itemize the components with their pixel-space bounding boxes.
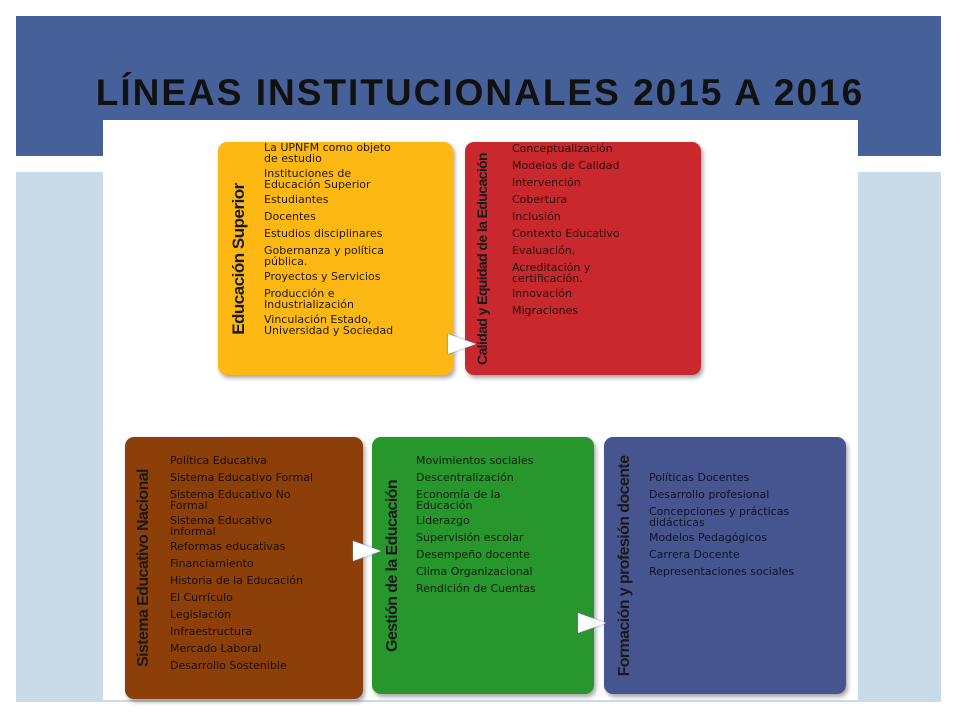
line-item: Sistema Educativo No Formal [170, 488, 291, 512]
line-item: Movimientos sociales [416, 454, 534, 467]
line-item: Estudios disciplinares [264, 227, 383, 240]
line-item: Estudiantes [264, 193, 329, 206]
line-items [649, 472, 841, 583]
line-item: Conceptualización [512, 142, 613, 155]
line-item: Sistema Educativo Informal [170, 514, 273, 538]
line-item: Mercado Laboral [170, 642, 262, 655]
line-item: Liderazgo [416, 514, 470, 527]
line-item: Carrera Docente [649, 548, 740, 561]
line-item: Reformas educativas [170, 540, 286, 553]
line-item: Infraestructura [170, 625, 253, 638]
line-item: Historia de la Educación [170, 574, 303, 587]
line-box-educacion-superior [218, 142, 453, 375]
connector-arrow [578, 613, 606, 633]
line-item: Representaciones sociales [649, 565, 795, 578]
connector-arrow [353, 541, 381, 561]
line-item: La UPNFM como objeto de estudio [264, 141, 391, 165]
line-item: Desarrollo profesional [649, 488, 770, 501]
line-item: Contexto Educativo [512, 227, 620, 240]
line-item: Evaluación, [512, 244, 576, 257]
line-item: Modelos Pedagógicos [649, 531, 767, 544]
line-item: Sistema Educativo Formal [170, 471, 314, 484]
line-item: Supervisión escolar [416, 531, 524, 544]
line-heading: Formación y profesión docente [616, 455, 633, 676]
line-item: Migraciones [512, 304, 579, 317]
line-item: Política Educativa [170, 454, 268, 467]
line-heading: Sistema Educativo Nacional [135, 469, 152, 667]
line-box-gestion [372, 437, 594, 694]
line-item: Instituciones de Educación Superior [264, 167, 371, 191]
line-item: Economía de la Educación [416, 488, 501, 512]
line-heading: Gestión de la Educación [384, 479, 401, 652]
line-heading: Calidad y Equidad de la Educación [474, 152, 490, 365]
line-items [416, 455, 591, 600]
line-box-calidad-equidad [465, 142, 701, 375]
line-item: Políticas Docentes [649, 471, 750, 484]
line-item: Legislación [170, 608, 232, 621]
line-item: Descentralización [416, 471, 514, 484]
line-item: Concepciones y prácticas didácticas [649, 505, 790, 529]
line-item: Clima Organizacional [416, 565, 533, 578]
connector-arrow [448, 334, 476, 354]
line-item: Producción e Industrialización [264, 287, 354, 311]
line-item: Inclusión [512, 210, 561, 223]
line-item: Modelos de Calidad [512, 159, 620, 172]
line-item: Docentes [264, 210, 316, 223]
line-items [170, 455, 360, 677]
slide-title: LÍNEAS INSTITUCIONALES 2015 A 2016 [95, 72, 865, 113]
line-item: Intervención [512, 176, 581, 189]
line-box-sistema-educativo [125, 437, 363, 699]
line-item: Gobernanza y política pública. [264, 244, 385, 268]
line-item: Cobertura [512, 193, 568, 206]
line-box-formacion [604, 437, 846, 694]
line-item: Vinculación Estado, Universidad y Sociedad [264, 313, 394, 337]
line-item: Rendición de Cuentas [416, 582, 536, 595]
diagram-canvas [103, 120, 858, 700]
line-items [264, 142, 450, 340]
line-heading: Educación Superior [229, 182, 248, 335]
line-item: Innovación [512, 287, 572, 300]
line-item: Proyectos y Servicios [264, 270, 381, 283]
line-item: Desarrollo Sostenible [170, 659, 287, 672]
line-item: Acreditación y certificación. [512, 261, 591, 285]
line-item: El Currículo [170, 591, 233, 604]
line-items [512, 143, 697, 322]
line-item: Desempeño docente [416, 548, 530, 561]
line-item: Financiamiento [170, 557, 254, 570]
